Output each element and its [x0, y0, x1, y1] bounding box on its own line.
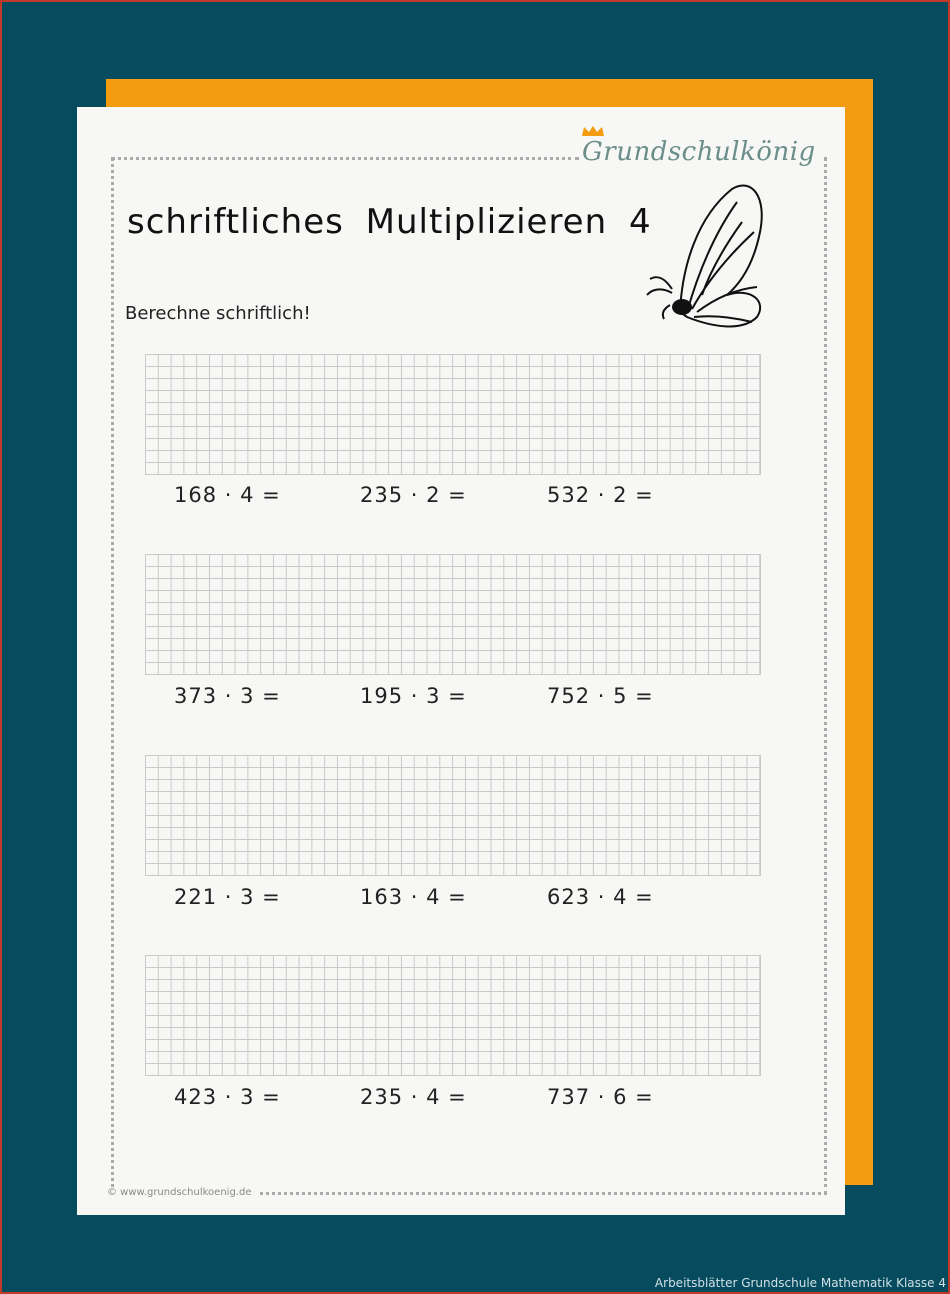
task-2-1: 373 · 3 =: [174, 684, 281, 708]
task-4-3: 737 · 6 =: [547, 1085, 654, 1109]
task-2-2: 195 · 3 =: [360, 684, 467, 708]
worksheet: [77, 107, 845, 1215]
task-2-3: 752 · 5 =: [547, 684, 654, 708]
calculation-grid-1[interactable]: [145, 354, 761, 475]
task-1-3: 532 · 2 =: [547, 483, 654, 507]
instruction-text: Berechne schriftlich!: [125, 303, 311, 324]
crown-icon: [580, 125, 606, 137]
task-3-1: 221 · 3 =: [174, 885, 281, 909]
image-caption: Arbeitsblätter Grundschule Mathematik Klasse 4: [654, 1276, 946, 1290]
calculation-grid-4[interactable]: [145, 955, 761, 1076]
brand-logo: Grundschulkönig: [582, 137, 816, 167]
calculation-grid-3[interactable]: [145, 755, 761, 876]
task-1-2: 235 · 2 =: [360, 483, 467, 507]
butterfly-icon: [642, 177, 767, 332]
footer-copyright: © www.grundschulkoenig.de: [107, 1187, 257, 1198]
task-4-2: 235 · 4 =: [360, 1085, 467, 1109]
page-title: schriftliches Multiplizieren 4: [127, 202, 652, 242]
calculation-grid-2[interactable]: [145, 554, 761, 675]
task-1-1: 168 · 4 =: [174, 483, 281, 507]
task-3-2: 163 · 4 =: [360, 885, 467, 909]
task-3-3: 623 · 4 =: [547, 885, 654, 909]
task-4-1: 423 · 3 =: [174, 1085, 281, 1109]
